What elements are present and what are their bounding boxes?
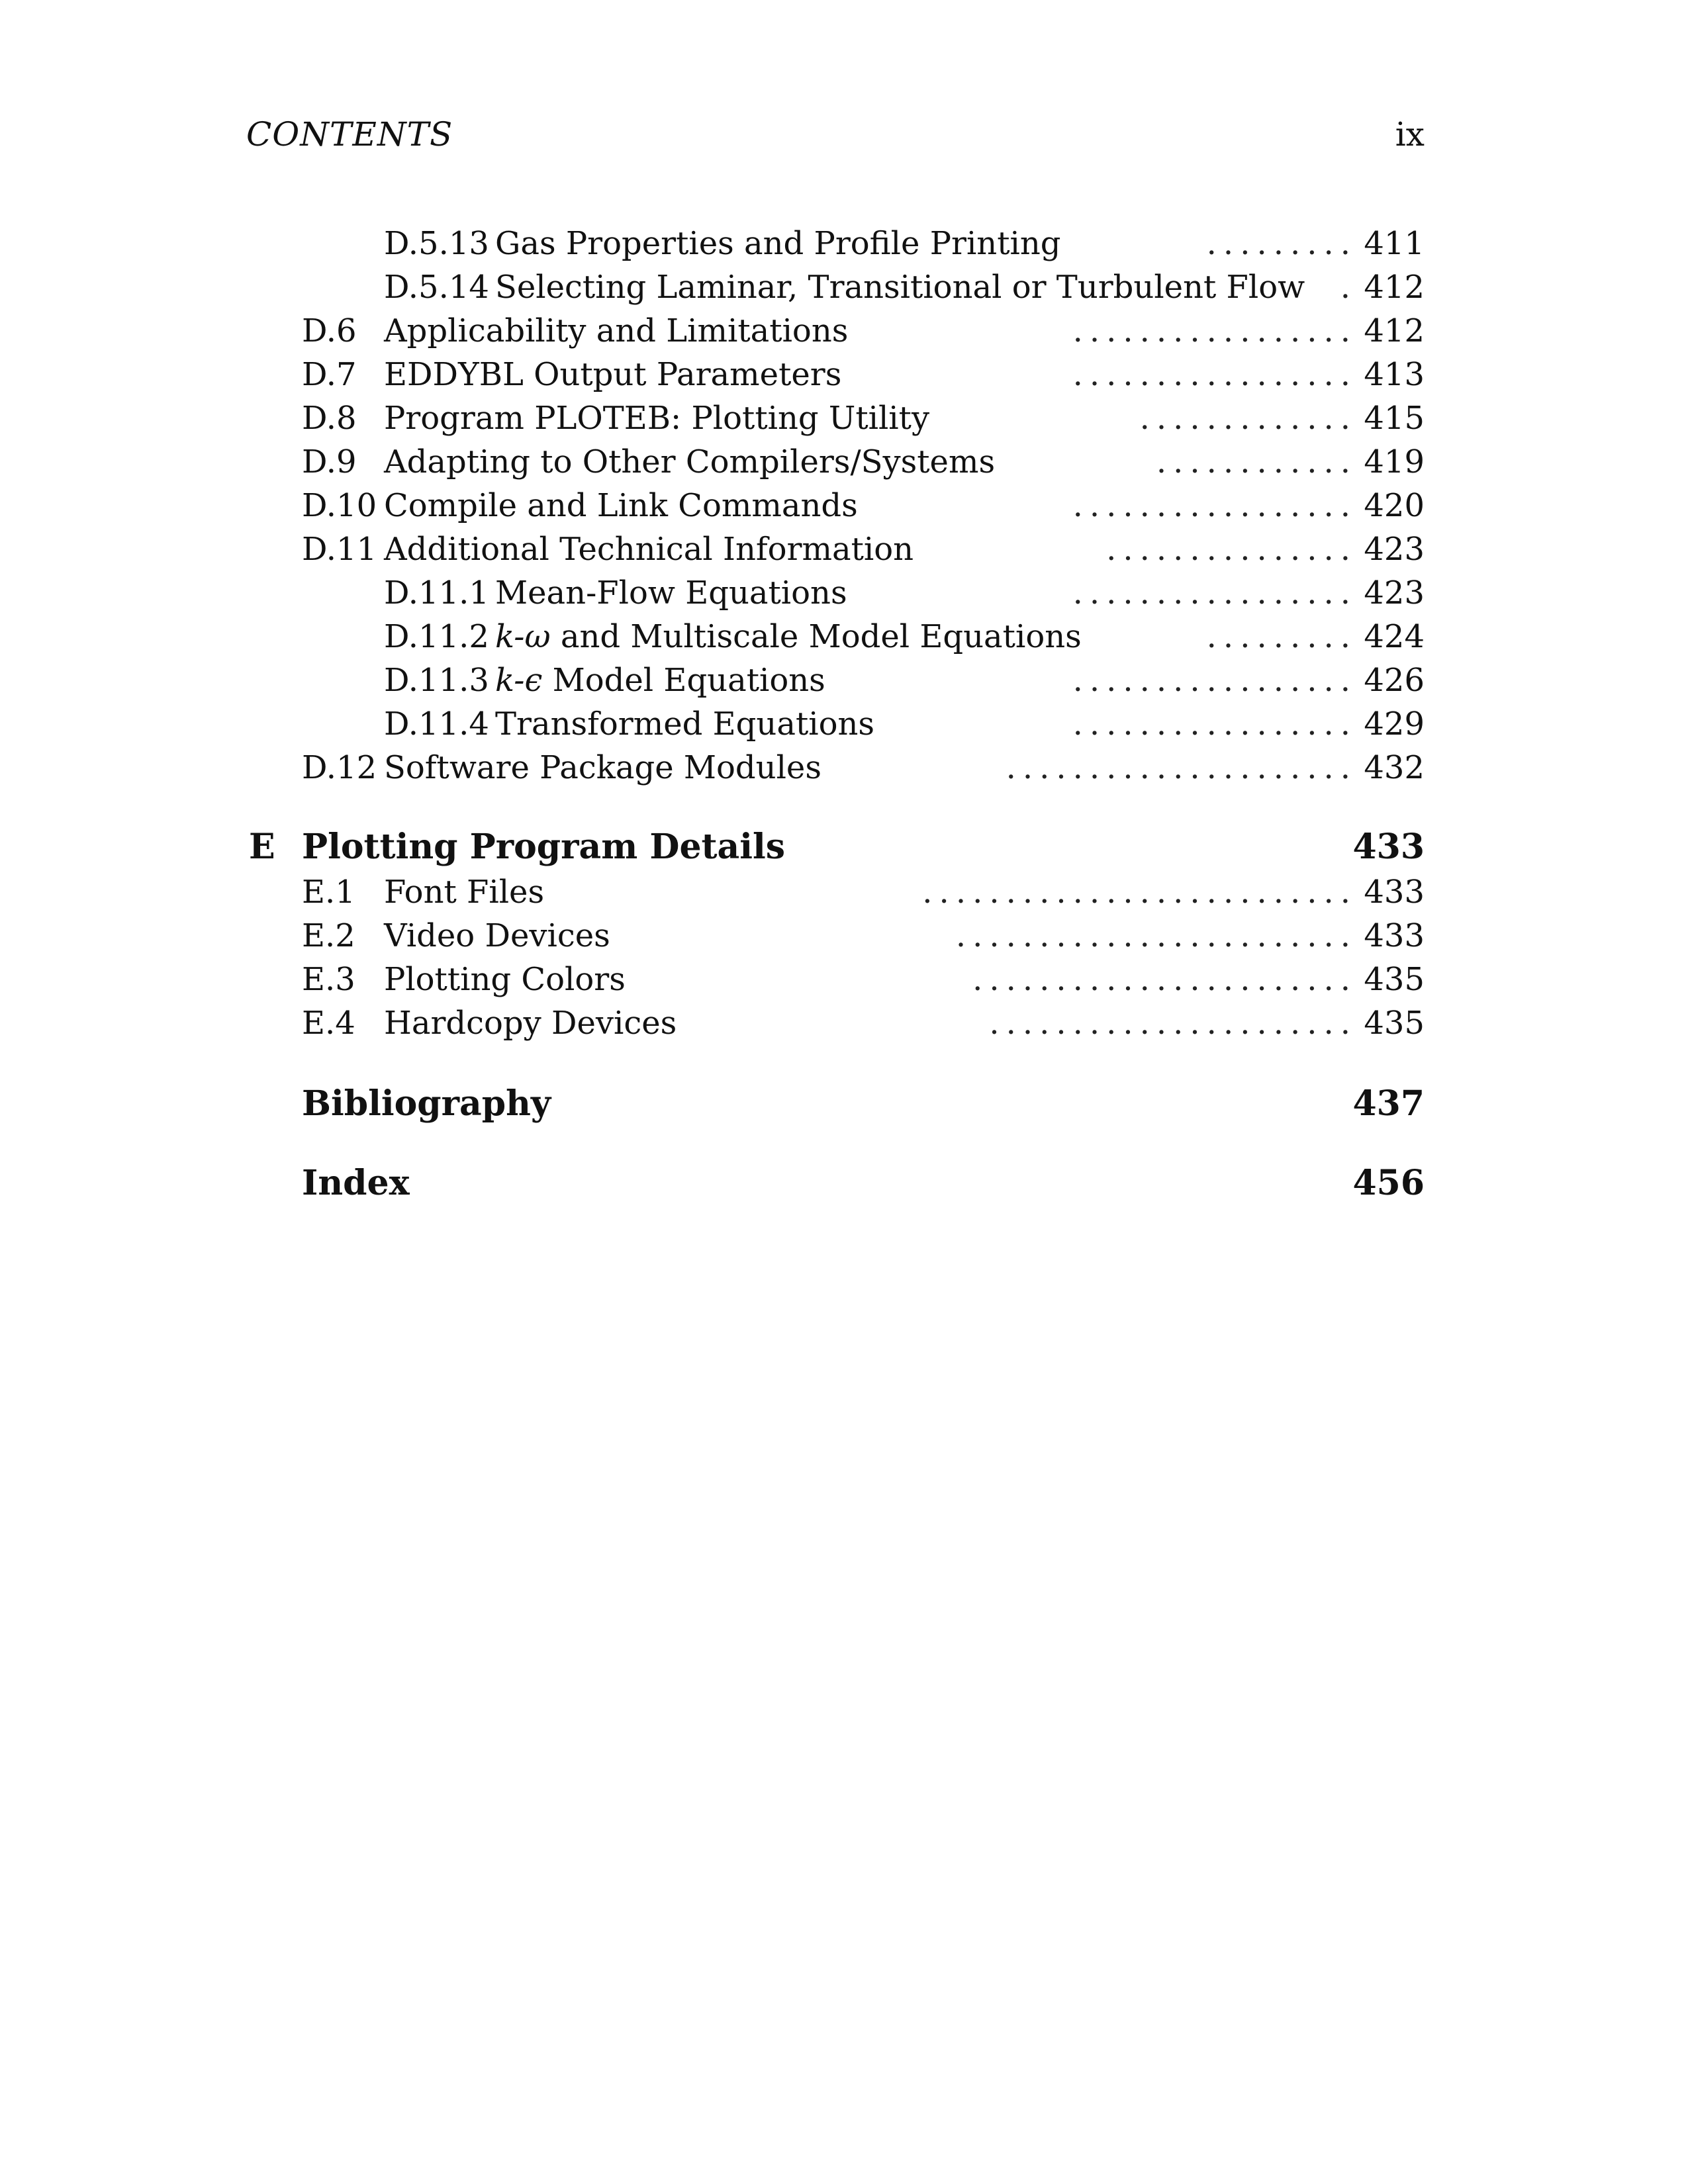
entry-number: D.5.14 <box>384 269 489 306</box>
entry-page: 412 <box>1364 269 1425 306</box>
dot-leader: ................. <box>1072 312 1357 349</box>
chapter-title: Plotting Program Details <box>302 827 786 867</box>
dot-leader: ........................ <box>955 917 1357 954</box>
backmatter-title: Bibliography <box>302 1083 551 1124</box>
entry-number: E.3 <box>302 961 355 998</box>
toc-entry[interactable] <box>384 269 1425 306</box>
entry-page: 424 <box>1364 618 1425 655</box>
dot-leader: ............. <box>1139 400 1357 437</box>
entry-page: 415 <box>1364 400 1425 437</box>
entry-page: 413 <box>1364 356 1425 393</box>
entry-page: 419 <box>1364 443 1425 480</box>
dot-leader: ................. <box>1072 356 1357 393</box>
toc-entry[interactable] <box>384 225 1425 262</box>
toc-entry[interactable] <box>302 312 1425 349</box>
toc-entry[interactable] <box>302 917 1425 954</box>
entry-page: 429 <box>1364 705 1425 743</box>
entry-page: 423 <box>1364 574 1425 612</box>
toc-entry[interactable] <box>384 574 1425 612</box>
entry-title: EDDYBL Output Parameters <box>384 356 842 393</box>
entry-title <box>495 618 1082 655</box>
chapter-letter: E <box>249 827 275 867</box>
entry-number: D.8 <box>302 400 357 437</box>
dot-leader: ..................... <box>1006 749 1357 786</box>
chapter-page: 433 <box>1352 827 1425 867</box>
toc-entry[interactable] <box>302 749 1425 786</box>
entry-title: Program PLOTEB: Plotting Utility <box>384 400 930 437</box>
entry-page: 420 <box>1364 487 1425 524</box>
entry-page: 423 <box>1364 531 1425 568</box>
entry-number: D.11.3 <box>384 662 489 699</box>
toc-chapter-entry[interactable] <box>249 829 1425 866</box>
dot-leader: . <box>1340 269 1357 306</box>
entry-title: Gas Properties and Profile Printing <box>495 225 1061 262</box>
entry-number: D.5.13 <box>384 225 489 262</box>
toc-backmatter-entry[interactable] <box>302 1165 1425 1202</box>
entry-number: D.11.1 <box>384 574 489 612</box>
entry-page: 412 <box>1364 312 1425 349</box>
dot-leader: ................. <box>1072 487 1357 524</box>
math-k: k <box>495 662 514 699</box>
entry-title: Mean-Flow Equations <box>495 574 847 612</box>
entry-page: 432 <box>1364 749 1425 786</box>
entry-number: D.11.4 <box>384 705 489 743</box>
toc-entry[interactable] <box>302 1005 1425 1042</box>
entry-title: Compile and Link Commands <box>384 487 858 524</box>
backmatter-page: 456 <box>1352 1163 1425 1203</box>
entry-page: 435 <box>1364 1005 1425 1042</box>
entry-number: D.11.2 <box>384 618 489 655</box>
entry-title: Plotting Colors <box>384 961 626 998</box>
entry-title: Video Devices <box>384 917 610 954</box>
dot-leader: .......................... <box>922 874 1357 911</box>
running-head: CONTENTS <box>246 115 453 154</box>
dot-leader: ...................... <box>989 1005 1357 1042</box>
entry-number: D.10 <box>302 487 377 524</box>
toc-entry[interactable] <box>302 356 1425 393</box>
entry-title: Adapting to Other Compilers/Systems <box>384 443 996 480</box>
toc-entry[interactable] <box>302 400 1425 437</box>
toc-entry[interactable] <box>302 874 1425 911</box>
math-k: k <box>495 618 514 655</box>
entry-title: Hardcopy Devices <box>384 1005 677 1042</box>
entry-title: Applicability and Limitations <box>384 312 849 349</box>
toc-entry[interactable] <box>384 618 1425 655</box>
dot-leader: ............... <box>1106 531 1357 568</box>
dot-leader: ......... <box>1206 225 1357 262</box>
entry-number: D.6 <box>302 312 357 349</box>
entry-page: 435 <box>1364 961 1425 998</box>
entry-page: 426 <box>1364 662 1425 699</box>
entry-title-text: Model Equations <box>542 662 825 699</box>
entry-title-text: and Multiscale Model Equations <box>550 618 1082 655</box>
entry-title: Font Files <box>384 874 545 911</box>
toc-backmatter-entry[interactable] <box>302 1085 1425 1122</box>
entry-title <box>495 662 825 699</box>
entry-title: Additional Technical Information <box>384 531 914 568</box>
page-number: ix <box>1395 115 1425 154</box>
toc-entry[interactable] <box>384 705 1425 743</box>
entry-number: E.2 <box>302 917 355 954</box>
entry-title: Software Package Modules <box>384 749 821 786</box>
entry-number: D.9 <box>302 443 357 480</box>
entry-page: 411 <box>1364 225 1425 262</box>
toc-entry[interactable] <box>302 487 1425 524</box>
entry-number: D.12 <box>302 749 377 786</box>
entry-page: 433 <box>1364 874 1425 911</box>
backmatter-title: Index <box>302 1163 410 1203</box>
dot-leader: ................. <box>1072 705 1357 743</box>
dot-leader: ............ <box>1156 443 1357 480</box>
math-epsilon: -ϵ <box>514 662 543 699</box>
dot-leader: ................. <box>1072 662 1357 699</box>
entry-number: D.11 <box>302 531 377 568</box>
toc-entry[interactable] <box>302 531 1425 568</box>
math-omega: -ω <box>514 618 551 655</box>
toc-entry[interactable] <box>302 961 1425 998</box>
dot-leader: ................. <box>1072 574 1357 612</box>
entry-title: Selecting Laminar, Transitional or Turbulent Flow <box>495 269 1305 306</box>
dot-leader: ....................... <box>972 961 1357 998</box>
entry-number: E.4 <box>302 1005 355 1042</box>
toc-entry[interactable] <box>384 662 1425 699</box>
toc-entry[interactable] <box>302 443 1425 480</box>
backmatter-page: 437 <box>1352 1083 1425 1124</box>
entry-number: D.7 <box>302 356 357 393</box>
dot-leader: ......... <box>1206 618 1357 655</box>
entry-number: E.1 <box>302 874 355 911</box>
entry-page: 433 <box>1364 917 1425 954</box>
entry-title: Transformed Equations <box>495 705 875 743</box>
